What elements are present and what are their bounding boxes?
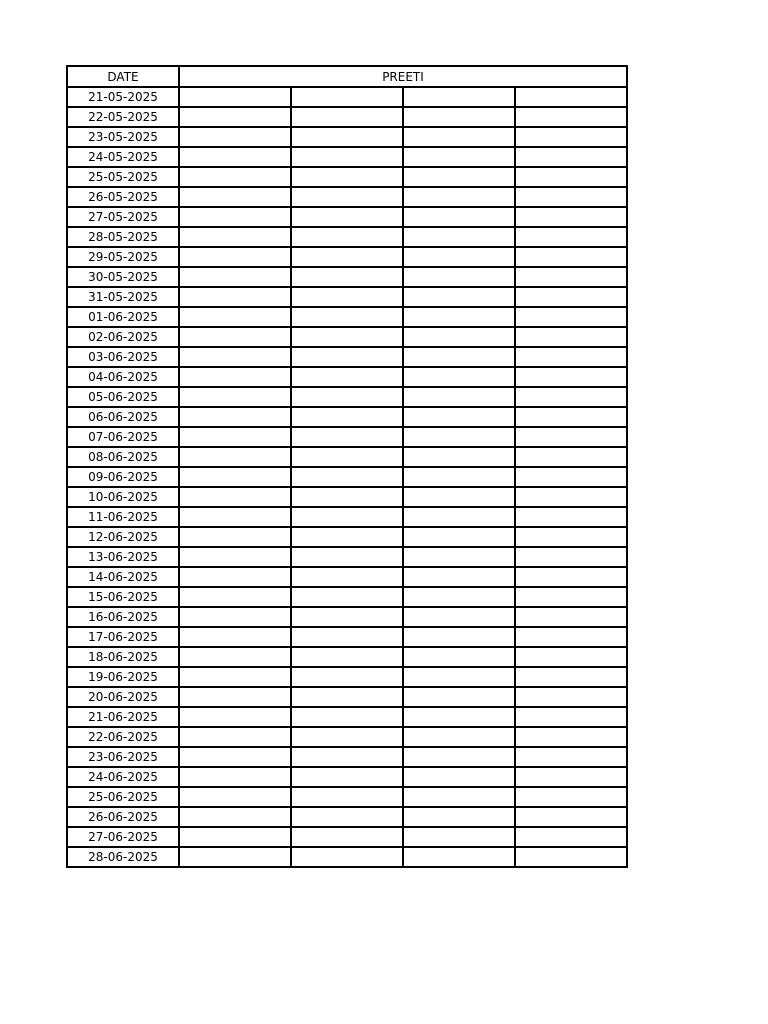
entry-cell[interactable] [179, 607, 291, 627]
entry-cell[interactable] [403, 127, 515, 147]
table-row [67, 847, 627, 867]
entry-cell[interactable] [291, 87, 403, 107]
date-cell: 26-05-2025 [67, 187, 179, 207]
entry-cell[interactable] [403, 547, 515, 567]
table-row [67, 467, 627, 487]
date-cell: 28-06-2025 [67, 847, 179, 867]
entry-cell[interactable] [403, 187, 515, 207]
entry-cell[interactable] [515, 527, 627, 547]
entry-cell[interactable] [403, 707, 515, 727]
entry-cell[interactable] [179, 687, 291, 707]
entry-cell[interactable] [515, 87, 627, 107]
entry-cell[interactable] [515, 267, 627, 287]
table-row [67, 687, 627, 707]
entry-cell[interactable] [179, 407, 291, 427]
date-cell: 24-05-2025 [67, 147, 179, 167]
entry-cell[interactable] [403, 607, 515, 627]
entry-cell[interactable] [515, 427, 627, 447]
date-cell: 27-06-2025 [67, 827, 179, 847]
table-row [67, 567, 627, 587]
entry-cell[interactable] [179, 447, 291, 467]
header-row [67, 66, 627, 87]
entry-cell[interactable] [515, 127, 627, 147]
table-row [67, 387, 627, 407]
entry-cell[interactable] [515, 747, 627, 767]
entry-cell[interactable] [291, 247, 403, 267]
name-column-header: PREETI [179, 66, 627, 87]
entry-cell[interactable] [291, 627, 403, 647]
table-row [67, 507, 627, 527]
entry-cell[interactable] [179, 567, 291, 587]
entry-cell[interactable] [515, 367, 627, 387]
date-cell: 18-06-2025 [67, 647, 179, 667]
entry-cell[interactable] [403, 567, 515, 587]
entry-cell[interactable] [291, 427, 403, 447]
entry-cell[interactable] [403, 207, 515, 227]
date-cell: 24-06-2025 [67, 767, 179, 787]
table-row [67, 727, 627, 747]
date-cell: 19-06-2025 [67, 667, 179, 687]
entry-cell[interactable] [515, 467, 627, 487]
entry-cell[interactable] [179, 507, 291, 527]
table-row [67, 627, 627, 647]
entry-cell[interactable] [515, 787, 627, 807]
date-cell: 25-06-2025 [67, 787, 179, 807]
table-row [67, 427, 627, 447]
date-cell: 21-06-2025 [67, 707, 179, 727]
entry-cell[interactable] [515, 847, 627, 867]
entry-cell[interactable] [403, 507, 515, 527]
entry-cell[interactable] [403, 807, 515, 827]
table-row [67, 187, 627, 207]
entry-cell[interactable] [291, 787, 403, 807]
entry-cell[interactable] [179, 107, 291, 127]
date-cell: 10-06-2025 [67, 487, 179, 507]
date-cell: 28-05-2025 [67, 227, 179, 247]
date-cell: 15-06-2025 [67, 587, 179, 607]
entry-cell[interactable] [291, 687, 403, 707]
table-row [67, 747, 627, 767]
entry-cell[interactable] [179, 527, 291, 547]
date-cell: 03-06-2025 [67, 347, 179, 367]
entry-cell[interactable] [515, 487, 627, 507]
entry-cell[interactable] [179, 807, 291, 827]
table-row [67, 267, 627, 287]
entry-cell[interactable] [291, 207, 403, 227]
entry-cell[interactable] [291, 767, 403, 787]
entry-cell[interactable] [179, 87, 291, 107]
entry-cell[interactable] [403, 467, 515, 487]
entry-cell[interactable] [403, 287, 515, 307]
date-cell: 17-06-2025 [67, 627, 179, 647]
entry-cell[interactable] [515, 147, 627, 167]
entry-cell[interactable] [515, 227, 627, 247]
table-row [67, 407, 627, 427]
entry-cell[interactable] [291, 827, 403, 847]
entry-cell[interactable] [179, 587, 291, 607]
entry-cell[interactable] [515, 667, 627, 687]
entry-cell[interactable] [291, 547, 403, 567]
date-cell: 25-05-2025 [67, 167, 179, 187]
entry-cell[interactable] [179, 307, 291, 327]
date-cell: 02-06-2025 [67, 327, 179, 347]
entry-cell[interactable] [291, 267, 403, 287]
entry-cell[interactable] [515, 247, 627, 267]
entry-cell[interactable] [179, 287, 291, 307]
table-row [67, 207, 627, 227]
entry-cell[interactable] [515, 827, 627, 847]
entry-cell[interactable] [291, 387, 403, 407]
entry-cell[interactable] [403, 847, 515, 867]
date-cell: 20-06-2025 [67, 687, 179, 707]
entry-cell[interactable] [515, 307, 627, 327]
entry-cell[interactable] [291, 527, 403, 547]
entry-cell[interactable] [291, 327, 403, 347]
entry-cell[interactable] [403, 667, 515, 687]
entry-cell[interactable] [291, 227, 403, 247]
entry-cell[interactable] [291, 587, 403, 607]
entry-cell[interactable] [291, 567, 403, 587]
date-cell: 05-06-2025 [67, 387, 179, 407]
entry-cell[interactable] [179, 187, 291, 207]
entry-cell[interactable] [515, 547, 627, 567]
table-row [67, 347, 627, 367]
entry-cell[interactable] [515, 207, 627, 227]
entry-cell[interactable] [291, 127, 403, 147]
entry-cell[interactable] [403, 147, 515, 167]
table-row [67, 707, 627, 727]
table-row [67, 807, 627, 827]
table-row [67, 607, 627, 627]
entry-cell[interactable] [291, 707, 403, 727]
entry-cell[interactable] [515, 587, 627, 607]
date-cell: 06-06-2025 [67, 407, 179, 427]
entry-cell[interactable] [403, 387, 515, 407]
date-cell: 22-05-2025 [67, 107, 179, 127]
entry-cell[interactable] [403, 367, 515, 387]
entry-cell[interactable] [403, 327, 515, 347]
date-cell: 14-06-2025 [67, 567, 179, 587]
entry-cell[interactable] [403, 307, 515, 327]
entry-cell[interactable] [403, 827, 515, 847]
entry-cell[interactable] [179, 387, 291, 407]
entry-cell[interactable] [291, 487, 403, 507]
entry-cell[interactable] [515, 187, 627, 207]
date-cell: 16-06-2025 [67, 607, 179, 627]
entry-cell[interactable] [403, 247, 515, 267]
entry-cell[interactable] [515, 607, 627, 627]
table-row [67, 447, 627, 467]
attendance-table [66, 65, 628, 868]
entry-cell[interactable] [179, 227, 291, 247]
table-row [67, 167, 627, 187]
table-row [67, 247, 627, 267]
entry-cell[interactable] [179, 487, 291, 507]
date-cell: 23-05-2025 [67, 127, 179, 147]
date-cell: 21-05-2025 [67, 87, 179, 107]
table-row [67, 487, 627, 507]
entry-cell[interactable] [403, 627, 515, 647]
table-row [67, 287, 627, 307]
entry-cell[interactable] [291, 347, 403, 367]
entry-cell[interactable] [403, 487, 515, 507]
entry-cell[interactable] [291, 747, 403, 767]
entry-cell[interactable] [291, 727, 403, 747]
entry-cell[interactable] [291, 647, 403, 667]
entry-cell[interactable] [179, 427, 291, 447]
entry-cell[interactable] [179, 467, 291, 487]
entry-cell[interactable] [291, 367, 403, 387]
date-cell: 08-06-2025 [67, 447, 179, 467]
date-cell: 01-06-2025 [67, 307, 179, 327]
entry-cell[interactable] [179, 747, 291, 767]
date-cell: 04-06-2025 [67, 367, 179, 387]
table-row [67, 547, 627, 567]
date-cell: 31-05-2025 [67, 287, 179, 307]
entry-cell[interactable] [291, 167, 403, 187]
entry-cell[interactable] [515, 727, 627, 747]
table-row [67, 327, 627, 347]
table-row [67, 227, 627, 247]
entry-cell[interactable] [403, 87, 515, 107]
table-row [67, 647, 627, 667]
entry-cell[interactable] [403, 167, 515, 187]
entry-cell[interactable] [291, 447, 403, 467]
entry-cell[interactable] [515, 707, 627, 727]
date-cell: 13-06-2025 [67, 547, 179, 567]
table-body [67, 87, 627, 867]
entry-cell[interactable] [179, 767, 291, 787]
entry-cell[interactable] [179, 147, 291, 167]
date-cell: 27-05-2025 [67, 207, 179, 227]
entry-cell[interactable] [179, 167, 291, 187]
entry-cell[interactable] [403, 787, 515, 807]
entry-cell[interactable] [291, 607, 403, 627]
entry-cell[interactable] [403, 527, 515, 547]
entry-cell[interactable] [515, 387, 627, 407]
table-row [67, 307, 627, 327]
date-cell: 09-06-2025 [67, 467, 179, 487]
entry-cell[interactable] [515, 767, 627, 787]
entry-cell[interactable] [291, 807, 403, 827]
table-row [67, 587, 627, 607]
entry-cell[interactable] [403, 747, 515, 767]
entry-cell[interactable] [515, 627, 627, 647]
entry-cell[interactable] [515, 347, 627, 367]
entry-cell[interactable] [179, 847, 291, 867]
date-cell: 30-05-2025 [67, 267, 179, 287]
date-cell: 23-06-2025 [67, 747, 179, 767]
entry-cell[interactable] [291, 307, 403, 327]
table-row [67, 147, 627, 167]
entry-cell[interactable] [179, 347, 291, 367]
date-cell: 12-06-2025 [67, 527, 179, 547]
entry-cell[interactable] [515, 287, 627, 307]
entry-cell[interactable] [291, 507, 403, 527]
entry-cell[interactable] [403, 767, 515, 787]
table-row [67, 127, 627, 147]
entry-cell[interactable] [179, 267, 291, 287]
entry-cell[interactable] [403, 727, 515, 747]
entry-cell[interactable] [515, 167, 627, 187]
entry-cell[interactable] [403, 447, 515, 467]
entry-cell[interactable] [179, 647, 291, 667]
entry-cell[interactable] [291, 407, 403, 427]
date-cell: 07-06-2025 [67, 427, 179, 447]
entry-cell[interactable] [179, 127, 291, 147]
entry-cell[interactable] [179, 707, 291, 727]
entry-cell[interactable] [291, 147, 403, 167]
table-row [67, 87, 627, 107]
entry-cell[interactable] [179, 827, 291, 847]
entry-cell[interactable] [291, 287, 403, 307]
entry-cell[interactable] [515, 647, 627, 667]
entry-cell[interactable] [291, 667, 403, 687]
entry-cell[interactable] [179, 727, 291, 747]
table-row [67, 667, 627, 687]
entry-cell[interactable] [179, 547, 291, 567]
entry-cell[interactable] [179, 327, 291, 347]
entry-cell[interactable] [515, 507, 627, 527]
table-row [67, 767, 627, 787]
date-cell: 29-05-2025 [67, 247, 179, 267]
entry-cell[interactable] [179, 667, 291, 687]
entry-cell[interactable] [291, 847, 403, 867]
date-cell: 22-06-2025 [67, 727, 179, 747]
entry-cell[interactable] [515, 447, 627, 467]
entry-cell[interactable] [515, 807, 627, 827]
entry-cell[interactable] [515, 107, 627, 127]
entry-cell[interactable] [179, 367, 291, 387]
entry-cell[interactable] [403, 407, 515, 427]
entry-cell[interactable] [179, 627, 291, 647]
entry-cell[interactable] [179, 787, 291, 807]
entry-cell[interactable] [291, 107, 403, 127]
entry-cell[interactable] [403, 107, 515, 127]
entry-cell[interactable] [179, 247, 291, 267]
entry-cell[interactable] [515, 327, 627, 347]
date-cell: 11-06-2025 [67, 507, 179, 527]
entry-cell[interactable] [179, 207, 291, 227]
entry-cell[interactable] [515, 567, 627, 587]
table-row [67, 107, 627, 127]
entry-cell[interactable] [515, 687, 627, 707]
entry-cell[interactable] [403, 687, 515, 707]
entry-cell[interactable] [403, 267, 515, 287]
table-row [67, 827, 627, 847]
table-row [67, 527, 627, 547]
entry-cell[interactable] [403, 347, 515, 367]
entry-cell[interactable] [403, 587, 515, 607]
entry-cell[interactable] [403, 647, 515, 667]
entry-cell[interactable] [403, 427, 515, 447]
date-column-header: DATE [67, 66, 179, 87]
table-row [67, 367, 627, 387]
date-cell: 26-06-2025 [67, 807, 179, 827]
entry-cell[interactable] [291, 467, 403, 487]
table-row [67, 787, 627, 807]
entry-cell[interactable] [515, 407, 627, 427]
entry-cell[interactable] [291, 187, 403, 207]
entry-cell[interactable] [403, 227, 515, 247]
